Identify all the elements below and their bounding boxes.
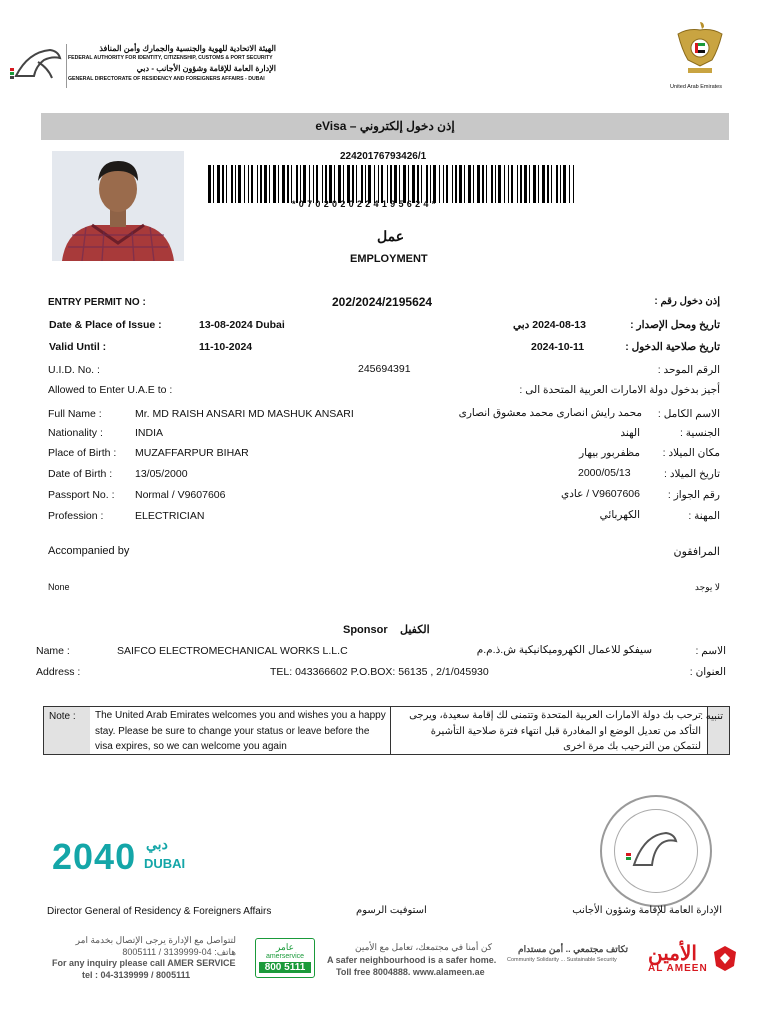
barcode	[208, 165, 576, 203]
full-name-value-ar: محمد رايش انصارى محمد معشوق انصارى	[458, 407, 642, 419]
full-name-label: Full Name :	[48, 408, 102, 420]
barcode-bar	[238, 165, 241, 203]
full-name-value: Mr. MD RAISH ANSARI MD MASHUK ANSARI	[135, 408, 354, 420]
birth-place-value: MUZAFFARPUR BIHAR	[135, 447, 249, 459]
allowed-label-ar: أجيز بدخول دولة الامارات العربية المتحدة الى :	[519, 384, 720, 396]
valid-value-ar: 2024-10-11	[531, 341, 585, 353]
dubai-2040-number: 2040	[52, 836, 137, 877]
barcode-bar	[439, 165, 440, 203]
barcode-bar	[533, 165, 536, 203]
sponsor-name-label: Name :	[36, 645, 70, 657]
evisa-title-bar	[41, 113, 729, 140]
barcode-number: 22420176793426/1	[340, 151, 427, 162]
nationality-label: Nationality :	[48, 427, 103, 439]
sponsor-heading: Sponsor	[343, 624, 388, 636]
stamp-fee-ar: استوفيت الرسوم	[356, 905, 427, 916]
alameen-logo-ar: الأمين	[648, 943, 697, 965]
barcode-bar	[573, 165, 574, 203]
barcode-bar	[504, 165, 505, 203]
barcode-bar	[430, 165, 431, 203]
uid-label: U.I.D. No. :	[48, 364, 100, 376]
amer-logo-mid: amerservice	[265, 953, 305, 960]
passport-value-ar: V9607606 / عادي	[560, 488, 640, 500]
barcode-bar	[356, 165, 357, 203]
barcode-bar	[325, 165, 327, 203]
alameen-en-1: A safer neighbourhood is a safer home.	[327, 955, 497, 965]
barcode-bar	[417, 165, 419, 203]
barcode-bar	[524, 165, 527, 203]
nationality-value-ar: الهند	[620, 427, 640, 439]
barcode-bar	[365, 165, 366, 203]
accompanied-value: None	[48, 582, 70, 592]
full-name-label-ar: الاسم الكامل :	[657, 408, 720, 420]
barcode-bar	[446, 165, 448, 203]
sponsor-name: SAIFCO ELECTROMECHANICAL WORKS L.L.C	[117, 645, 348, 657]
barcode-bar	[477, 165, 480, 203]
barcode-bar	[517, 165, 518, 203]
note-label-cell	[44, 707, 91, 754]
entry-permit-label-ar: إذن دخول رقم :	[654, 296, 720, 307]
barcode-bar	[257, 165, 258, 203]
birth-place-label: Place of Birth :	[48, 447, 117, 459]
note-ar-cell	[391, 707, 708, 754]
authority-en: FEDERAL AUTHORITY FOR IDENTITY, CITIZENSHIP, CUSTOMS & PORT SECURITY	[68, 55, 273, 61]
barcode-bar	[569, 165, 570, 203]
visa-type-ar: عمل	[377, 228, 405, 244]
barcode-bar	[343, 165, 344, 203]
birth-date-value-ar: 2000/05/13	[578, 467, 631, 479]
issue-value-ar: 2024-08-13 دبي	[513, 319, 586, 331]
barcode-bar	[486, 165, 487, 203]
barcode-bar	[374, 165, 375, 203]
barcode-bar	[529, 165, 530, 203]
birth-place-label-ar: مكان الميلاد :	[662, 447, 720, 459]
sponsor-name-label-ar: الاسم :	[695, 645, 726, 657]
barcode-bar	[361, 165, 363, 203]
barcode-bar	[520, 165, 522, 203]
alameen-en-2: Toll free 8004888. www.alameen.ae	[336, 967, 485, 977]
barcode-bar	[300, 165, 301, 203]
passport-label-ar: رقم الجواز :	[667, 489, 720, 501]
allowed-label: Allowed to Enter U.A.E to :	[48, 384, 173, 396]
entry-permit-label: ENTRY PERMIT NO :	[48, 297, 146, 308]
solidarity-ar: تكاتف مجتمعي .. أمن مستدام	[518, 944, 628, 954]
barcode-bar	[399, 165, 400, 203]
barcode-bar	[452, 165, 453, 203]
barcode-bar	[408, 165, 409, 203]
valid-label-ar: تاريخ صلاحية الدخول :	[625, 341, 720, 353]
barcode-bar	[495, 165, 496, 203]
barcode-bar	[560, 165, 561, 203]
barcode-bar	[347, 165, 350, 203]
accompanied-label: Accompanied by	[48, 545, 130, 557]
nationality-value: INDIA	[135, 427, 164, 439]
authority-logo	[8, 42, 66, 86]
barcode-bar	[412, 165, 415, 203]
barcode-bar	[426, 165, 428, 203]
accompanied-label-ar: المرافقون	[673, 546, 720, 558]
barcode-bar	[556, 165, 558, 203]
barcode-bar	[498, 165, 501, 203]
barcode-bar	[244, 165, 245, 203]
barcode-bar	[390, 165, 392, 203]
barcode-bar	[459, 165, 462, 203]
barcode-bar	[538, 165, 539, 203]
barcode-bar	[226, 165, 227, 203]
note-text-ar: ترحب بك دولة الامارات العربية المتحدة وتتمنى لك إقامة سعيدة، ويرجى التأكد من تعديل الوضع او المغادرة قبل انتهاء فترة صلاحية التأشيرة لنتمكن من الترحيب بك مرة اخرى	[409, 710, 701, 752]
amer-ar-1: لتتواصل مع الإدارة يرجى الإتصال بخدمة امر	[75, 935, 236, 945]
sponsor-address-label-ar: العنوان :	[689, 666, 726, 678]
birth-date-label-ar: تاريخ الميلاد :	[664, 468, 720, 480]
birth-place-value-ar: مظفربور بيهار	[579, 447, 640, 459]
birth-date-label: Date of Birth :	[48, 468, 113, 480]
passport-label: Passport No. :	[48, 489, 115, 501]
uid-label-ar: الرقم الموحد :	[657, 364, 720, 376]
barcode-bar	[381, 165, 383, 203]
barcode-bar	[511, 165, 513, 203]
alameen-logo-icon	[712, 944, 738, 972]
barcode-bar	[260, 165, 262, 203]
valid-label: Valid Until :	[49, 341, 107, 353]
barcode-bar	[303, 165, 306, 203]
barcode-bar	[338, 165, 341, 203]
entry-permit-value: 202/2024/2195624	[332, 295, 433, 309]
directorate-en: GENERAL DIRECTORATE OF RESIDENCY AND FOREIGNERS AFFAIRS - DUBAI	[68, 76, 265, 82]
barcode-bar	[264, 165, 267, 203]
barcode-bar	[547, 165, 549, 203]
amer-en-2: tel : 04-3139999 / 8005111	[82, 970, 191, 980]
visa-type-en: EMPLOYMENT	[350, 253, 428, 265]
barcode-bar	[296, 165, 298, 203]
barcode-bar	[378, 165, 379, 203]
director-ar: الإدارة العامة للإقامة وشؤون الأجانب	[572, 905, 722, 916]
header-divider	[66, 44, 67, 88]
dubai-2040-ar: دبي	[146, 836, 168, 852]
barcode-bar	[329, 165, 332, 203]
barcode-bar	[491, 165, 493, 203]
authority-ar: الهيئة الاتحادية للهوية والجنسية والجمارك وأمن المنافذ	[99, 44, 276, 53]
barcode-bar	[269, 165, 270, 203]
barcode-bar	[334, 165, 335, 203]
sponsor-address-label: Address :	[36, 666, 81, 678]
issue-label: Date & Place of Issue :	[49, 319, 162, 331]
amer-ar-2: هاتف: 04-3139999 / 8005111	[122, 947, 236, 957]
barcode-bar	[421, 165, 422, 203]
amer-en-1: For any inquiry please call AMER SERVICE	[52, 958, 236, 968]
barcode-bar	[248, 165, 249, 203]
barcode-bar	[291, 165, 292, 203]
note-text-en: The United Arab Emirates welcomes you and wishes you a happy stay. Please be sure to change your status or leave before the visa expires, so we can welcome you again	[95, 710, 386, 752]
barcode-bar	[251, 165, 253, 203]
nationality-label-ar: الجنسية :	[679, 427, 720, 439]
dubai-2040-en: DUBAI	[144, 856, 186, 871]
barcode-bar	[482, 165, 484, 203]
accompanied-value-ar: لا يوجد	[694, 582, 720, 592]
barcode-bar	[403, 165, 406, 203]
issue-value: 13-08-2024 Dubai	[199, 319, 285, 331]
uid-value: 245694391	[358, 363, 411, 375]
note-box	[43, 706, 730, 755]
barcode-code: *0702020224195624*	[292, 199, 439, 209]
valid-value: 11-10-2024	[199, 341, 253, 353]
barcode-bar	[282, 165, 285, 203]
note-label-ar: تنبيه :	[700, 711, 723, 722]
barcode-bar	[313, 165, 314, 203]
sponsor-name-ar: سيفكو للاعمال الكهروميكانيكية ش.ذ.م.م	[476, 644, 652, 656]
official-stamp	[600, 795, 712, 907]
birth-date-value: 13/05/2000	[135, 468, 188, 480]
evisa-title: eVisa – إذن دخول إلكتروني	[315, 119, 455, 133]
profession-label: Profession :	[48, 510, 104, 522]
sponsor-heading-ar: الكفيل	[400, 624, 430, 636]
barcode-bar	[309, 165, 310, 203]
directorate-ar: الإدارة العامة للإقامة وشؤون الأجانب - دبي	[136, 64, 276, 73]
profession-label-ar: المهنة :	[688, 510, 720, 522]
sponsor-address: TEL: 043366602 P.O.BOX: 56135 , 2/1/045930	[270, 666, 489, 678]
barcode-bar	[287, 165, 289, 203]
note-label: Note :	[49, 711, 76, 722]
uae-emblem	[674, 16, 726, 80]
barcode-bar	[464, 165, 465, 203]
barcode-bar	[222, 165, 224, 203]
barcode-bar	[443, 165, 444, 203]
amer-service-logo	[255, 938, 315, 978]
issue-label-ar: تاريخ ومحل الإصدار :	[630, 319, 720, 331]
barcode-bar	[542, 165, 545, 203]
barcode-bar	[213, 165, 214, 203]
amer-logo-top: عامر	[276, 942, 294, 952]
barcode-bar	[231, 165, 233, 203]
barcode-bar	[551, 165, 552, 203]
barcode-bar	[508, 165, 509, 203]
barcode-bar	[368, 165, 371, 203]
barcode-bar	[235, 165, 236, 203]
uae-label: United Arab Emirates	[670, 84, 722, 90]
barcode-bar	[387, 165, 388, 203]
barcode-bar	[433, 165, 436, 203]
barcode-bar	[473, 165, 474, 203]
applicant-photo	[52, 151, 184, 261]
passport-value: Normal / V9607606	[135, 489, 226, 501]
profession-value-ar: الكهربائي	[599, 509, 640, 521]
barcode-bar	[455, 165, 457, 203]
amer-logo-num: 800 5111	[259, 962, 311, 973]
barcode-bar	[322, 165, 323, 203]
barcode-bar	[394, 165, 397, 203]
barcode-bar	[316, 165, 318, 203]
barcode-bar	[208, 165, 211, 203]
barcode-bar	[273, 165, 276, 203]
director-en: Director General of Residency & Foreigners Affairs	[47, 906, 272, 917]
barcode-bar	[278, 165, 279, 203]
barcode-bar	[563, 165, 566, 203]
profession-value: ELECTRICIAN	[135, 510, 205, 522]
barcode-bar	[468, 165, 471, 203]
barcode-bar	[352, 165, 354, 203]
alameen-ar: كن أمنا في مجتمعك، تعامل مع الأمين	[355, 942, 492, 952]
note-en-cell	[90, 707, 391, 754]
solidarity-en: Community Solidarity ... Sustainable Security	[507, 957, 617, 963]
alameen-logo-en: AL AMEEN	[648, 963, 708, 974]
barcode-bar	[217, 165, 220, 203]
